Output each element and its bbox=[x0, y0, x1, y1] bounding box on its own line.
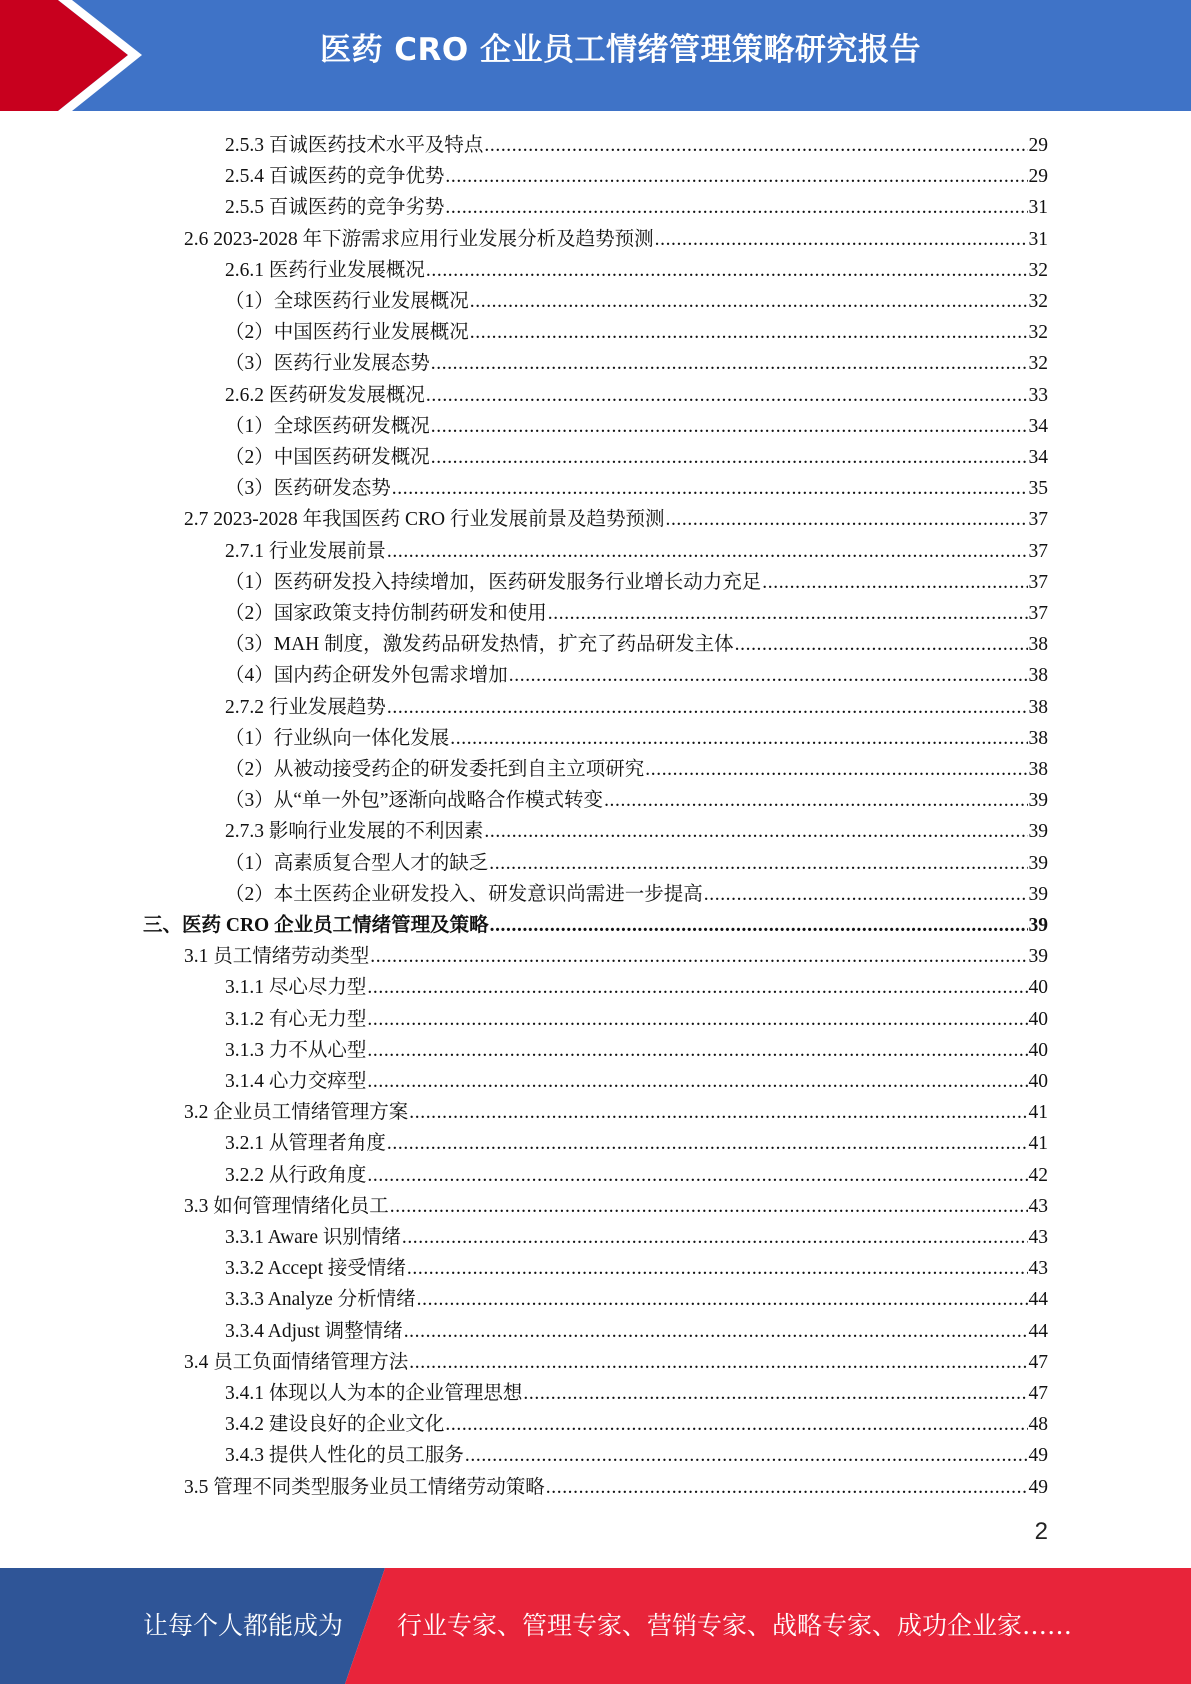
toc-entry-title: （2）中国医药研发概况 bbox=[225, 447, 430, 468]
toc-dot-leader bbox=[489, 850, 1027, 877]
page-header bbox=[0, 0, 1191, 111]
toc-entry[interactable] bbox=[143, 908, 1048, 939]
toc-entry-title: 3.1.2 有心无力型 bbox=[225, 1008, 367, 1030]
toc-dot-leader bbox=[409, 1099, 1027, 1126]
toc-entry[interactable] bbox=[225, 190, 1048, 221]
toc-entry[interactable] bbox=[225, 1033, 1048, 1064]
toc-dot-leader bbox=[704, 881, 1028, 908]
toc-entry-title: （1）医药研发投入持续增加，医药研发服务行业增长动力充足 bbox=[225, 571, 762, 593]
toc-dot-leader bbox=[655, 226, 1028, 253]
toc-entry-page: 38 bbox=[1028, 665, 1048, 687]
report-title: 医药 CRO 企业员工情绪管理策略研究报告 bbox=[319, 32, 922, 68]
toc-entry-title: 三、医药 CRO 企业员工情绪管理及策略 bbox=[143, 915, 489, 936]
toc-entry-page: 39 bbox=[1028, 790, 1048, 812]
toc-entry-page: 29 bbox=[1028, 166, 1048, 188]
toc-dot-leader bbox=[509, 662, 1028, 689]
toc-entry-page: 39 bbox=[1028, 852, 1048, 874]
toc-dot-leader bbox=[367, 1068, 1027, 1095]
toc-entry[interactable] bbox=[225, 253, 1048, 284]
toc-entry-title: 3.1.1 尽心尽力型 bbox=[225, 977, 367, 999]
toc-entry[interactable] bbox=[225, 1158, 1048, 1189]
toc-entry-title: 3.5 管理不同类型服务业员工情绪劳动策略 bbox=[184, 1476, 545, 1498]
toc-entry-page: 41 bbox=[1028, 1133, 1048, 1155]
toc-entry-page: 29 bbox=[1028, 135, 1048, 156]
toc-entry-title: 2.5.3 百诚医药技术水平及特点 bbox=[225, 135, 484, 156]
toc-entry-page: 47 bbox=[1028, 1383, 1048, 1404]
toc-dot-leader bbox=[604, 787, 1027, 814]
toc-dot-leader bbox=[431, 413, 1028, 440]
toc-entry[interactable] bbox=[225, 1220, 1048, 1251]
toc-entry[interactable] bbox=[225, 284, 1048, 315]
toc-entry-page: 37 bbox=[1028, 603, 1048, 624]
toc-dot-leader bbox=[417, 1286, 1028, 1313]
toc-dot-leader bbox=[392, 475, 1028, 502]
toc-entry-page: 37 bbox=[1028, 540, 1048, 562]
toc-entry-page: 40 bbox=[1028, 1071, 1048, 1092]
toc-entry-page: 31 bbox=[1028, 197, 1048, 219]
toc-entry[interactable] bbox=[225, 783, 1048, 814]
toc-entry-page: 42 bbox=[1028, 1164, 1048, 1186]
toc-entry[interactable] bbox=[225, 658, 1048, 689]
toc-entry-title: 3.1.3 力不从心型 bbox=[225, 1039, 367, 1061]
toc-entry-title: 2.5.5 百诚医药的竞争劣势 bbox=[225, 197, 445, 219]
toc-entry[interactable] bbox=[225, 814, 1048, 845]
toc-entry-title: （1）行业纵向一体化发展 bbox=[225, 727, 450, 749]
toc-entry-page: 41 bbox=[1028, 1102, 1048, 1124]
toc-entry-title: （3）医药行业发展态势 bbox=[225, 353, 430, 375]
toc-entry-title: 2.7.1 行业发展前景 bbox=[225, 540, 386, 562]
toc-dot-leader bbox=[426, 382, 1028, 409]
toc-entry[interactable] bbox=[225, 159, 1048, 190]
toc-entry-title: 3.2.1 从管理者角度 bbox=[225, 1133, 386, 1155]
toc-entry-title: （1）全球医药研发概况 bbox=[225, 415, 430, 437]
toc-entry-title: 2.5.4 百诚医药的竞争优势 bbox=[225, 166, 445, 188]
toc-entry-title: （2）中国医药行业发展概况 bbox=[225, 322, 469, 344]
toc-entry-title: 3.4.1 体现以人为本的企业管理思想 bbox=[225, 1383, 523, 1404]
toc-entry-page: 40 bbox=[1028, 1008, 1048, 1030]
toc-entry[interactable] bbox=[225, 1407, 1048, 1438]
toc-entry-page: 40 bbox=[1028, 977, 1048, 999]
toc-dot-leader bbox=[484, 818, 1027, 845]
toc-entry[interactable] bbox=[225, 1251, 1048, 1282]
toc-dot-leader bbox=[735, 631, 1028, 658]
toc-dot-leader bbox=[409, 1349, 1027, 1376]
page-number: 2 bbox=[1034, 1518, 1048, 1545]
toc-dot-leader bbox=[404, 1318, 1028, 1345]
toc-entry-title: 2.6.1 医药行业发展概况 bbox=[225, 259, 425, 281]
toc-entry[interactable] bbox=[225, 346, 1048, 377]
toc-entry[interactable] bbox=[184, 1345, 1048, 1376]
toc-dot-leader bbox=[523, 1380, 1027, 1407]
toc-entry[interactable] bbox=[225, 596, 1048, 627]
toc-entry[interactable] bbox=[184, 939, 1048, 970]
toc-entry-title: 3.3.1 Aware 识别情绪 bbox=[225, 1227, 401, 1248]
toc-entry-title: 3.2.2 从行政角度 bbox=[225, 1164, 367, 1186]
toc-dot-leader bbox=[645, 756, 1027, 783]
toc-entry-title: 3.4.3 提供人性化的员工服务 bbox=[225, 1445, 464, 1467]
toc-entry-page: 44 bbox=[1028, 1320, 1048, 1342]
toc-dot-leader bbox=[665, 506, 1027, 533]
toc-entry-title: （2）国家政策支持仿制药研发和使用 bbox=[225, 603, 547, 624]
toc-entry-page: 49 bbox=[1028, 1445, 1048, 1467]
toc-entry-page: 38 bbox=[1028, 759, 1048, 780]
toc-entry-title: 2.7 2023-2028 年我国医药 CRO 行业发展前景及趋势预测 bbox=[184, 509, 665, 531]
toc-entry-page: 44 bbox=[1028, 1289, 1048, 1311]
toc-entry-title: 2.7.2 行业发展趋势 bbox=[225, 696, 386, 718]
toc-entry-page: 47 bbox=[1028, 1351, 1048, 1373]
toc-entry-page: 31 bbox=[1028, 228, 1048, 250]
footer-slogan-left: 让每个人都能成为 bbox=[143, 1611, 344, 1640]
toc-dot-leader bbox=[470, 288, 1028, 315]
toc-entry-title: 3.4 员工负面情绪管理方法 bbox=[184, 1351, 409, 1373]
header-arrow-decoration bbox=[0, 0, 160, 111]
toc-entry-page: 38 bbox=[1028, 696, 1048, 718]
toc-entry[interactable] bbox=[225, 877, 1048, 908]
toc-dot-leader bbox=[367, 974, 1027, 1001]
toc-entry-page: 43 bbox=[1028, 1195, 1048, 1217]
toc-entry[interactable] bbox=[225, 690, 1048, 721]
toc-entry-page: 38 bbox=[1028, 634, 1048, 656]
toc-entry[interactable] bbox=[225, 378, 1048, 409]
toc-entry-title: （4）国内药企研发外包需求增加 bbox=[225, 665, 508, 687]
toc-entry[interactable] bbox=[225, 534, 1048, 565]
toc-entry-page: 32 bbox=[1028, 322, 1048, 344]
toc-entry-title: 3.1.4 心力交瘁型 bbox=[225, 1071, 367, 1092]
toc-entry-page: 40 bbox=[1028, 1039, 1048, 1061]
toc-entry[interactable] bbox=[184, 1095, 1048, 1126]
toc-dot-leader bbox=[546, 1474, 1028, 1501]
toc-entry-page: 39 bbox=[1028, 821, 1048, 843]
toc-entry-title: 3.1 员工情绪劳动类型 bbox=[184, 946, 370, 968]
toc-entry-title: 3.4.2 建设良好的企业文化 bbox=[225, 1414, 445, 1436]
toc-entry[interactable] bbox=[184, 1189, 1048, 1220]
toc-entry-page: 38 bbox=[1028, 727, 1048, 749]
toc-entry[interactable] bbox=[225, 970, 1048, 1001]
toc-entry[interactable] bbox=[225, 1376, 1048, 1407]
toc-entry-title: （3）医药研发态势 bbox=[225, 478, 391, 500]
toc-entry[interactable] bbox=[225, 1064, 1048, 1095]
toc-dot-leader bbox=[450, 725, 1027, 752]
toc-entry[interactable] bbox=[225, 627, 1048, 658]
toc-entry-title: 3.3.4 Adjust 调整情绪 bbox=[225, 1320, 403, 1342]
toc-entry[interactable] bbox=[184, 502, 1048, 533]
toc-entry-title: （2）从被动接受药企的研发委托到自主立项研究 bbox=[225, 759, 645, 780]
toc-entry[interactable] bbox=[225, 440, 1048, 471]
toc-entry-title: （3）MAH 制度，激发药品研发热情，扩充了药品研发主体 bbox=[225, 634, 734, 656]
toc-entry[interactable] bbox=[225, 471, 1048, 502]
toc-dot-leader bbox=[431, 444, 1028, 471]
toc-dot-leader bbox=[387, 694, 1028, 721]
toc-entry-page: 39 bbox=[1028, 946, 1048, 968]
toc-entry-page: 34 bbox=[1028, 447, 1048, 468]
toc-entry[interactable] bbox=[225, 128, 1048, 159]
toc-dot-leader bbox=[367, 1006, 1027, 1033]
toc-dot-leader bbox=[431, 350, 1028, 377]
toc-entry-page: 49 bbox=[1028, 1476, 1048, 1498]
toc-entry[interactable] bbox=[225, 565, 1048, 596]
toc-dot-leader bbox=[402, 1224, 1028, 1251]
page-footer bbox=[0, 1568, 1191, 1684]
toc-entry-title: 3.3.3 Analyze 分析情绪 bbox=[225, 1289, 416, 1311]
toc-entry-page: 32 bbox=[1028, 259, 1048, 281]
toc-dot-leader bbox=[407, 1255, 1028, 1282]
toc-dot-leader bbox=[445, 194, 1027, 221]
toc-entry-page: 48 bbox=[1028, 1414, 1048, 1436]
toc-dot-leader bbox=[370, 943, 1027, 970]
toc-dot-leader bbox=[387, 538, 1028, 565]
toc-entry-page: 37 bbox=[1028, 571, 1048, 593]
toc-dot-leader bbox=[390, 1193, 1028, 1220]
toc-entry-title: 2.7.3 影响行业发展的不利因素 bbox=[225, 821, 484, 843]
toc-dot-leader bbox=[490, 912, 1028, 939]
toc-entry[interactable] bbox=[225, 721, 1048, 752]
toc-entry[interactable] bbox=[225, 315, 1048, 346]
toc-dot-leader bbox=[387, 1130, 1028, 1157]
toc-entry-page: 35 bbox=[1028, 478, 1048, 500]
toc-entry[interactable] bbox=[225, 1002, 1048, 1033]
toc-entry[interactable] bbox=[225, 1282, 1048, 1313]
toc-entry-title: 3.3 如何管理情绪化员工 bbox=[184, 1195, 389, 1217]
toc-entry-title: 2.6.2 医药研发发展概况 bbox=[225, 384, 425, 406]
toc-entry-page: 33 bbox=[1028, 384, 1048, 406]
toc-entry-page: 39 bbox=[1028, 915, 1048, 936]
toc-entry[interactable] bbox=[225, 846, 1048, 877]
toc-dot-leader bbox=[426, 257, 1028, 284]
toc-entry[interactable] bbox=[225, 1438, 1048, 1469]
toc-dot-leader bbox=[367, 1037, 1027, 1064]
toc-entry[interactable] bbox=[225, 409, 1048, 440]
toc-dot-leader bbox=[367, 1162, 1027, 1189]
toc-entry-page: 37 bbox=[1028, 509, 1048, 531]
toc-entry-page: 39 bbox=[1028, 883, 1048, 905]
toc-entry[interactable] bbox=[184, 222, 1048, 253]
toc-dot-leader bbox=[548, 600, 1028, 627]
toc-entry-title: 3.3.2 Accept 接受情绪 bbox=[225, 1258, 406, 1280]
toc-entry-page: 43 bbox=[1028, 1227, 1048, 1248]
toc-entry-page: 32 bbox=[1028, 291, 1048, 312]
toc-entry-page: 34 bbox=[1028, 415, 1048, 437]
toc-entry[interactable] bbox=[225, 1126, 1048, 1157]
toc-entry-title: （3）从“单一外包”逐渐向战略合作模式转变 bbox=[225, 790, 604, 812]
toc-entry-title: 2.6 2023-2028 年下游需求应用行业发展分析及趋势预测 bbox=[184, 228, 654, 250]
toc-entry-page: 43 bbox=[1028, 1258, 1048, 1280]
toc-dot-leader bbox=[465, 1442, 1028, 1469]
toc-entry-title: 3.2 企业员工情绪管理方案 bbox=[184, 1102, 409, 1124]
toc-entry[interactable] bbox=[184, 1470, 1048, 1501]
toc-entry-page: 32 bbox=[1028, 353, 1048, 375]
toc-dot-leader bbox=[470, 319, 1028, 346]
footer-slogan-right: 行业专家、管理专家、营销专家、战略专家、成功企业家…… bbox=[397, 1611, 1073, 1640]
toc-entry-title: （1）高素质复合型人才的缺乏 bbox=[225, 852, 489, 874]
toc-entry[interactable] bbox=[225, 752, 1048, 783]
toc-dot-leader bbox=[484, 132, 1027, 159]
toc-entry-title: （2）本土医药企业研发投入、研发意识尚需进一步提高 bbox=[225, 883, 703, 905]
toc-dot-leader bbox=[445, 1411, 1027, 1438]
toc-entry-title: （1）全球医药行业发展概况 bbox=[225, 291, 469, 312]
toc-entry[interactable] bbox=[225, 1314, 1048, 1345]
toc-dot-leader bbox=[445, 163, 1027, 190]
toc-dot-leader bbox=[762, 569, 1027, 596]
